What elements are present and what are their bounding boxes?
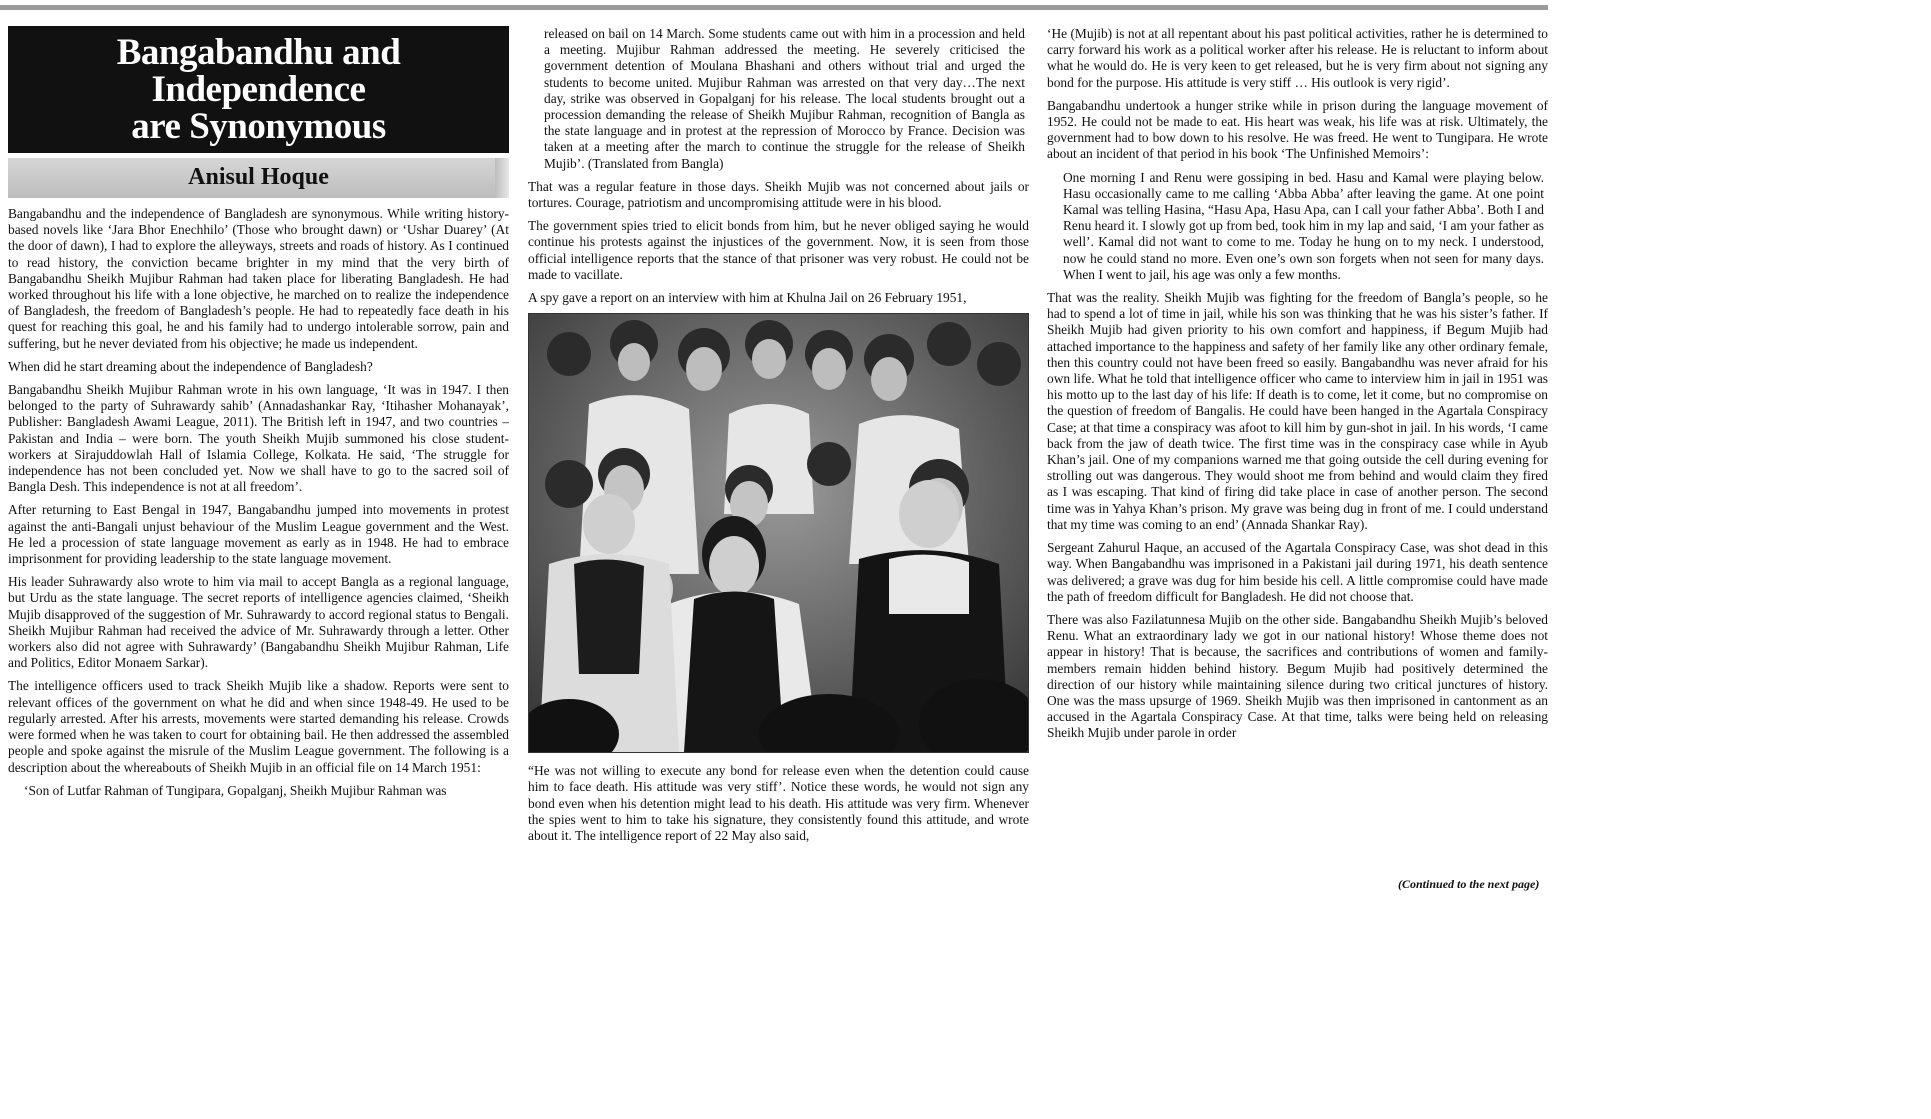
- paragraph: The intelligence officers used to track Sheikh Mujib like a shadow. Reports were sent to relevant offices of the government on what he did and when since 1948-49. He used to be regularly arrested. After his arrests, movements were started demanding his release. Crowds were formed when he was taken to court for obtaining bail. He then addressed the assembled people and spoke against the misrule of the Muslim League government. The following is a description about the whereabouts of Sheikh Mujib in an official file on 14 March 1951:: [8, 678, 509, 775]
- page-margin: [1548, 0, 1931, 1119]
- paragraph: That was the reality. Sheikh Mujib was fighting for the freedom of Bangla’s people, so he had to spend a lot of time in jail, while his son was thinking that he was his sister’s father. If Sheikh Mujib had given priority to his own comfort and happiness, if Begum Mujib had attached importance to the happiness and safety of her family like any other ordinary female, then this country could not have been freed so easily. Bangabandhu was never afraid for his own life. What he told that intelligence officer who came to interview him in jail in 1951 was his motto up to the last day of his life: If death is to come, let it come, but no compromise on the question of freedom of Bangalis. He could have been hanged in the Agartala Conspiracy Case; at that time a conspiracy was afoot to kill him by gun-shot in jail. In his words, ‘I came back from the jaw of death twice. The first time was in the conspiracy case while in Ayub Khan’s jail. One of my companions warned me that going outside the cell during evening for strolling out was dangerous. They would shoot me from behind and would claim they fired as I was escaping. That kind of firing did take place in case of another person. The second time was in Yahya Khan’s prison. My grave was being dug in front of me. I could understand that my time was coming to an end’ (Annada Shankar Ray).: [1047, 290, 1548, 532]
- paragraph: There was also Fazilatunnesa Mujib on the other side. Bangabandhu Sheikh Mujib’s beloved Renu. What an extraordinary lady we got in our national history! Whose theme does not appear in history! That is because, the sacrifices and contributions of women and family-members remain hidden behind history. Begum Mujib had positively determined the direction of our history while maintaining silence during two critical junctures of history. One was the mass upsurge of 1969. Sheikh Mujib was then imprisoned in cantonment as an accused in the Agartala Conspiracy Case. At that time, talks were being held on releasing Sheikh Mujib under parole in order: [1047, 611, 1548, 741]
- paragraph: “He was not willing to execute any bond for release even when the detention could cause him to face death. His attitude was very stiff’. Notice these words, he would not sign any bond even when his detention might lead to his death. His attitude was very firm. Whenever the spies went to him to take his signature, they consistently found this attitude, and wrote about it. The intelligence report of 22 May also said,: [528, 763, 1029, 844]
- column-3: [1047, 26, 1548, 749]
- column-1: [8, 26, 509, 806]
- headline-line-2: are Synonymous: [131, 106, 386, 147]
- photo-illustration: [529, 314, 1028, 752]
- top-rule: [0, 5, 1548, 10]
- headline: [8, 26, 509, 153]
- paragraph: That was a regular feature in those days. Sheikh Mujib was not concerned about jails or tortures. Courage, patriotism and uncompromising attitude were in his blood.: [528, 178, 1029, 211]
- group-photo: [528, 313, 1029, 753]
- paragraph: When did he start dreaming about the independence of Bangladesh?: [8, 358, 373, 374]
- paragraph: After returning to East Bengal in 1947, Bangabandhu jumped into movements in protest against the anti-Bangali unjust behaviour of the Muslim League government and the West. He led a procession of state language movement as early as in 1948. He had to embrace imprisonment for providing leadership to the state language movement.: [8, 502, 509, 567]
- continued-note: (Continued to the next page): [1398, 877, 1540, 891]
- paragraph: A spy gave a report on an interview with him at Khulna Jail on 26 February 1951,: [528, 290, 967, 306]
- paragraph: Bangabandhu Sheikh Mujibur Rahman wrote in his own language, ‘It was in 1947. I then belonged to the party of Suhrawardy sahib’ (Annadashankar Ray, ‘Itihasher Mohanayak’, Publisher: Bangladesh Awami League, 2011). The British left in 1947, and two countries – Pakistan and India – were born. The youth Sheikh Mujib summoned his close student-workers at Sirajuddowlah Hall of Islamia College, Kolkata. He said, ‘The struggle for independence has not been concluded yet. Now we shall have to go to the sacred soil of Bangla Desh. This independence is not at all freedom’.: [8, 382, 509, 495]
- paragraph: ‘He (Mujib) is not at all repentant about his past political activities, rather he is determined to carry forward his work as a political worker after his release. He is reluctant to inform about what he would do. He is very keen to get released, but he is very firm about not signing any bond for the purpose. His attitude is very stiff … His outlook is very rigid’.: [1047, 26, 1548, 90]
- memoir-quote: One morning I and Renu were gossiping in bed. Hasu and Kamal were playing below. Hasu occasionally came to me calling ‘Abba Abba’ after leaving the game. At one point Kamal was telling Hasina, “Hasu Apa, Hasu Apa, can I call your father Abba’. Both I and Renu heard it. I slowly got up from bed, took him in my lap and said, ‘I am your father as well’. Kamal did not want to come to me. Today he hung on to my neck. I understood, now he could stand no more. Even one’s own son forgets when not seen for many days. When I went to jail, his age was only a few months.: [1063, 169, 1544, 282]
- quote-paragraph: ‘Son of Lutfar Rahman of Tungipara, Gopalganj, Sheikh Mujibur Rahman was: [24, 782, 447, 798]
- author-byline: Anisul Hoque: [8, 158, 509, 198]
- column-2: [528, 26, 1029, 851]
- headline-line-1: Bangabandhu and Independence: [116, 32, 401, 110]
- paragraph: His leader Suhrawardy also wrote to him via mail to accept Bangla as a regional language, but Urdu as the state language. The secret reports of intelligence agencies claimed, ‘Sheikh Mujib disapproved of the suggestion of Mr. Suhrawardy to accord regional status to Bengali. Sheikh Mujibur Rahman had received the advice of Mr. Suhrawardy through a letter. Other workers also did not agree with Suhrawardy’ (Bangabandhu Sheikh Mujibur Rahman, Life and Politics, Editor Monaem Sarkar).: [8, 574, 509, 671]
- paragraph: The government spies tried to elicit bonds from him, but he never obliged saying he would continue his protests against the injustices of the government. Now, it is seen from those official intelligence reports that the stance of that prisoner was very robust. He could not be made to vacillate.: [528, 218, 1029, 282]
- quote-paragraph: released on bail on 14 March. Some students came out with him in a procession and held a meeting. Mujibur Rahman addressed the meeting. He severely criticised the government detention of Moulana Bhashani and others without trial and urged the students to become united. Mujibur Rahman was arrested on that very day…The next day, strike was observed in Gopalganj for his release. The local students brought out a procession demanding the release of Sheikh Mujibur Rahman, recognition of Bangla as the state language and in protest at the repression of Morocco by France. Decision was taken at a meeting after the march to continue the struggle for the release of Sheikh Mujib’. (Translated from Bangla): [544, 26, 1025, 171]
- paragraph: Bangabandhu and the independence of Bangladesh are synonymous. While writing history-based novels like ‘Jara Bhor Enechhilo’ (Those who brought dawn) or ‘Ushar Duarey’ (At the door of dawn), I had to explore the alleyways, streets and roads of history. As I continued to read history, the conviction became brighter in my mind that the very birth of Bangabandhu Sheikh Mujibur Rahman had taken place for liberating Bangladesh. He had worked throughout his life with a lone objective, he marched on to realize the independence of Bangladesh, the freedom of Bangladesh’s people. He had to repeatedly face death in his quest for reaching this goal, he and his family had to undergo intolerable sorrow, pain and suffering, but he never deviated from his objective; he made us independent.: [8, 206, 509, 351]
- paragraph: Bangabandhu undertook a hunger strike while in prison during the language movement of 1952. He could not be made to eat. His heart was weak, his life was at risk. Ultimately, the government had to bow down to his resolve. He was freed. He went to Tungipara. He wrote about an incident of that period in his book ‘The Unfinished Memoirs’:: [1047, 97, 1548, 162]
- paragraph: Sergeant Zahurul Haque, an accused of the Agartala Conspiracy Case, was shot dead in this way. When Bangabandhu was imprisoned in a Pakistani jail during 1971, his death sentence was delivered; a grave was dug for him beside his cell. A little compromise could have made the path of freedom difficult for Bangladesh. He did not choose that.: [1047, 540, 1548, 604]
